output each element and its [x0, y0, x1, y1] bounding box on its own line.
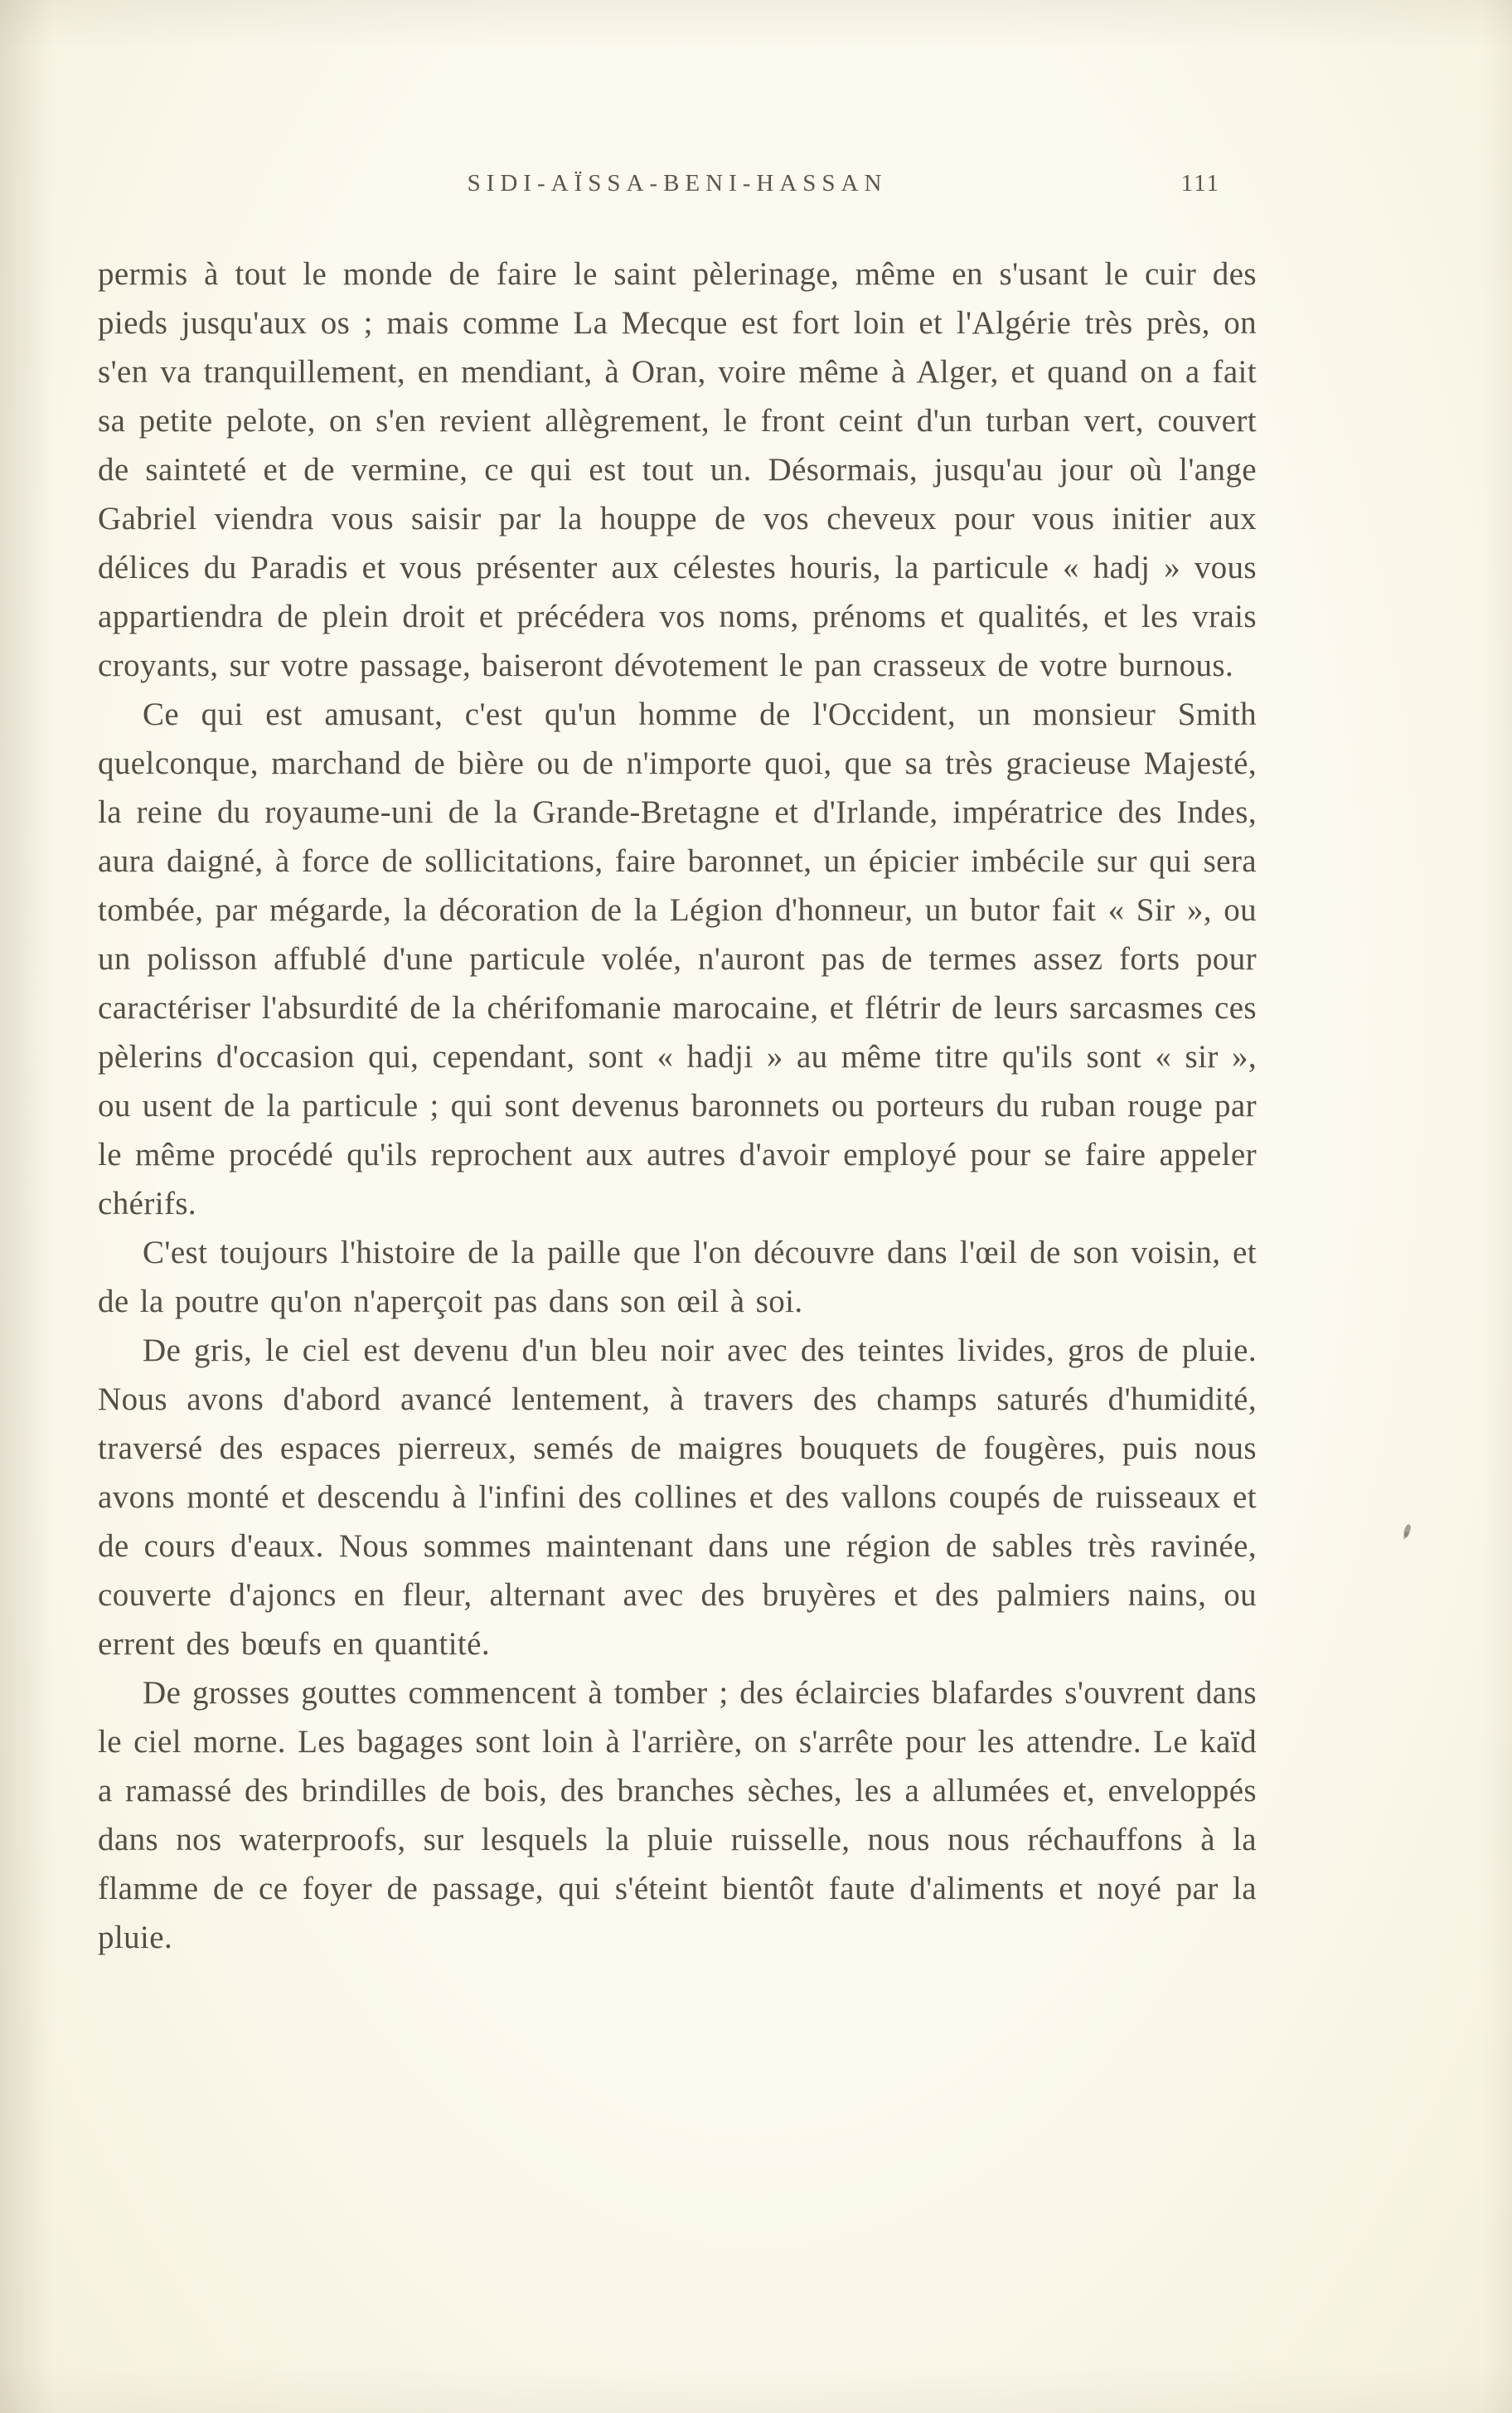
paragraph: permis à tout le monde de faire le saint pèlerinage, même en s'usant le cuir des pieds jusqu'aux os ; mais comme La Mecque est fort loin et l'Algérie très près, on s'en va tranquillement, en mendiant, à Oran, voire même à Alger, et quand on a fait sa petite pelote, on s'en revient allègrement, le front ceint d'un turban vert, couvert de sainteté et de vermine, ce qui est tout un. Désormais, jusqu'au jour où l'ange Gabriel viendra vous saisir par la houppe de vos cheveux pour vous initier aux délices du Paradis et vous présenter aux célestes houris, la particule « hadj » vous appartiendra de plein droit et précédera vos noms, prénoms et qualités, et les vrais croyants, sur votre passage, baiseront dévotement le pan crasseux de votre burnous.	[98, 256, 1257, 683]
page-number: 111	[1180, 170, 1220, 197]
text-block	[98, 170, 1257, 1962]
page-body	[98, 250, 1257, 1962]
paragraph: C'est toujours l'histoire de la paille que l'on découvre dans l'œil de son voisin, et de la poutre qu'on n'aperçoit pas dans son œil à soi.	[98, 1235, 1257, 1319]
running-title: SIDI-AÏSSA-BENI-HASSAN	[467, 170, 888, 197]
paragraph: De grosses gouttes commencent à tomber ; des éclaircies blafardes s'ouvrent dans le ciel morne. Les bagages sont loin à l'arrière, on s'arrête pour les attendre. Le kaïd a ramassé des brindilles de bois, des branches sèches, les a allumées et, enveloppés dans nos waterproofs, sur lesquels la pluie ruisselle, nous nous réchauffons à la flamme de ce foyer de passage, qui s'éteint bientôt faute d'aliments et noyé par la pluie.	[98, 1675, 1257, 1955]
paragraph: De gris, le ciel est devenu d'un bleu noir avec des teintes livides, gros de pluie. Nous avons d'abord avancé lentement, à travers des champs saturés d'humidité, traversé des espaces pierreux, semés de maigres bouquets de fougères, puis nous avons monté et descendu à l'infini des collines et des vallons coupés de ruisseaux et de cours d'eaux. Nous sommes maintenant dans une région de sables très ravinée, couverte d'ajoncs en fleur, alternant avec des bruyères et des palmiers nains, ou errent des bœufs en quantité.	[98, 1333, 1257, 1662]
paragraph: Ce qui est amusant, c'est qu'un homme de l'Occident, un monsieur Smith quelconque, marchand de bière ou de n'importe quoi, que sa très gracieuse Majesté, la reine du royaume-uni de la Grande-Bretagne et d'Irlande, impératrice des Indes, aura daigné, à force de sollicitations, faire baronnet, un épicier imbécile sur qui sera tombée, par mégarde, la décoration de la Légion d'honneur, un butor fait « Sir », ou un polisson affublé d'une particule volée, n'auront pas de termes assez forts pour caractériser l'absurdité de la chérifomanie marocaine, et flétrir de leurs sarcasmes ces pèlerins d'occasion qui, cependant, sont « hadji » au même titre qu'ils sont « sir », ou usent de la particule ; qui sont devenus baronnets ou porteurs du ruban rouge par le même procédé qu'ils reprochent aux autres d'avoir employé pour se faire appeler chérifs.	[98, 697, 1257, 1221]
page-header	[98, 170, 1257, 206]
scan-artifact	[1403, 1523, 1412, 1537]
